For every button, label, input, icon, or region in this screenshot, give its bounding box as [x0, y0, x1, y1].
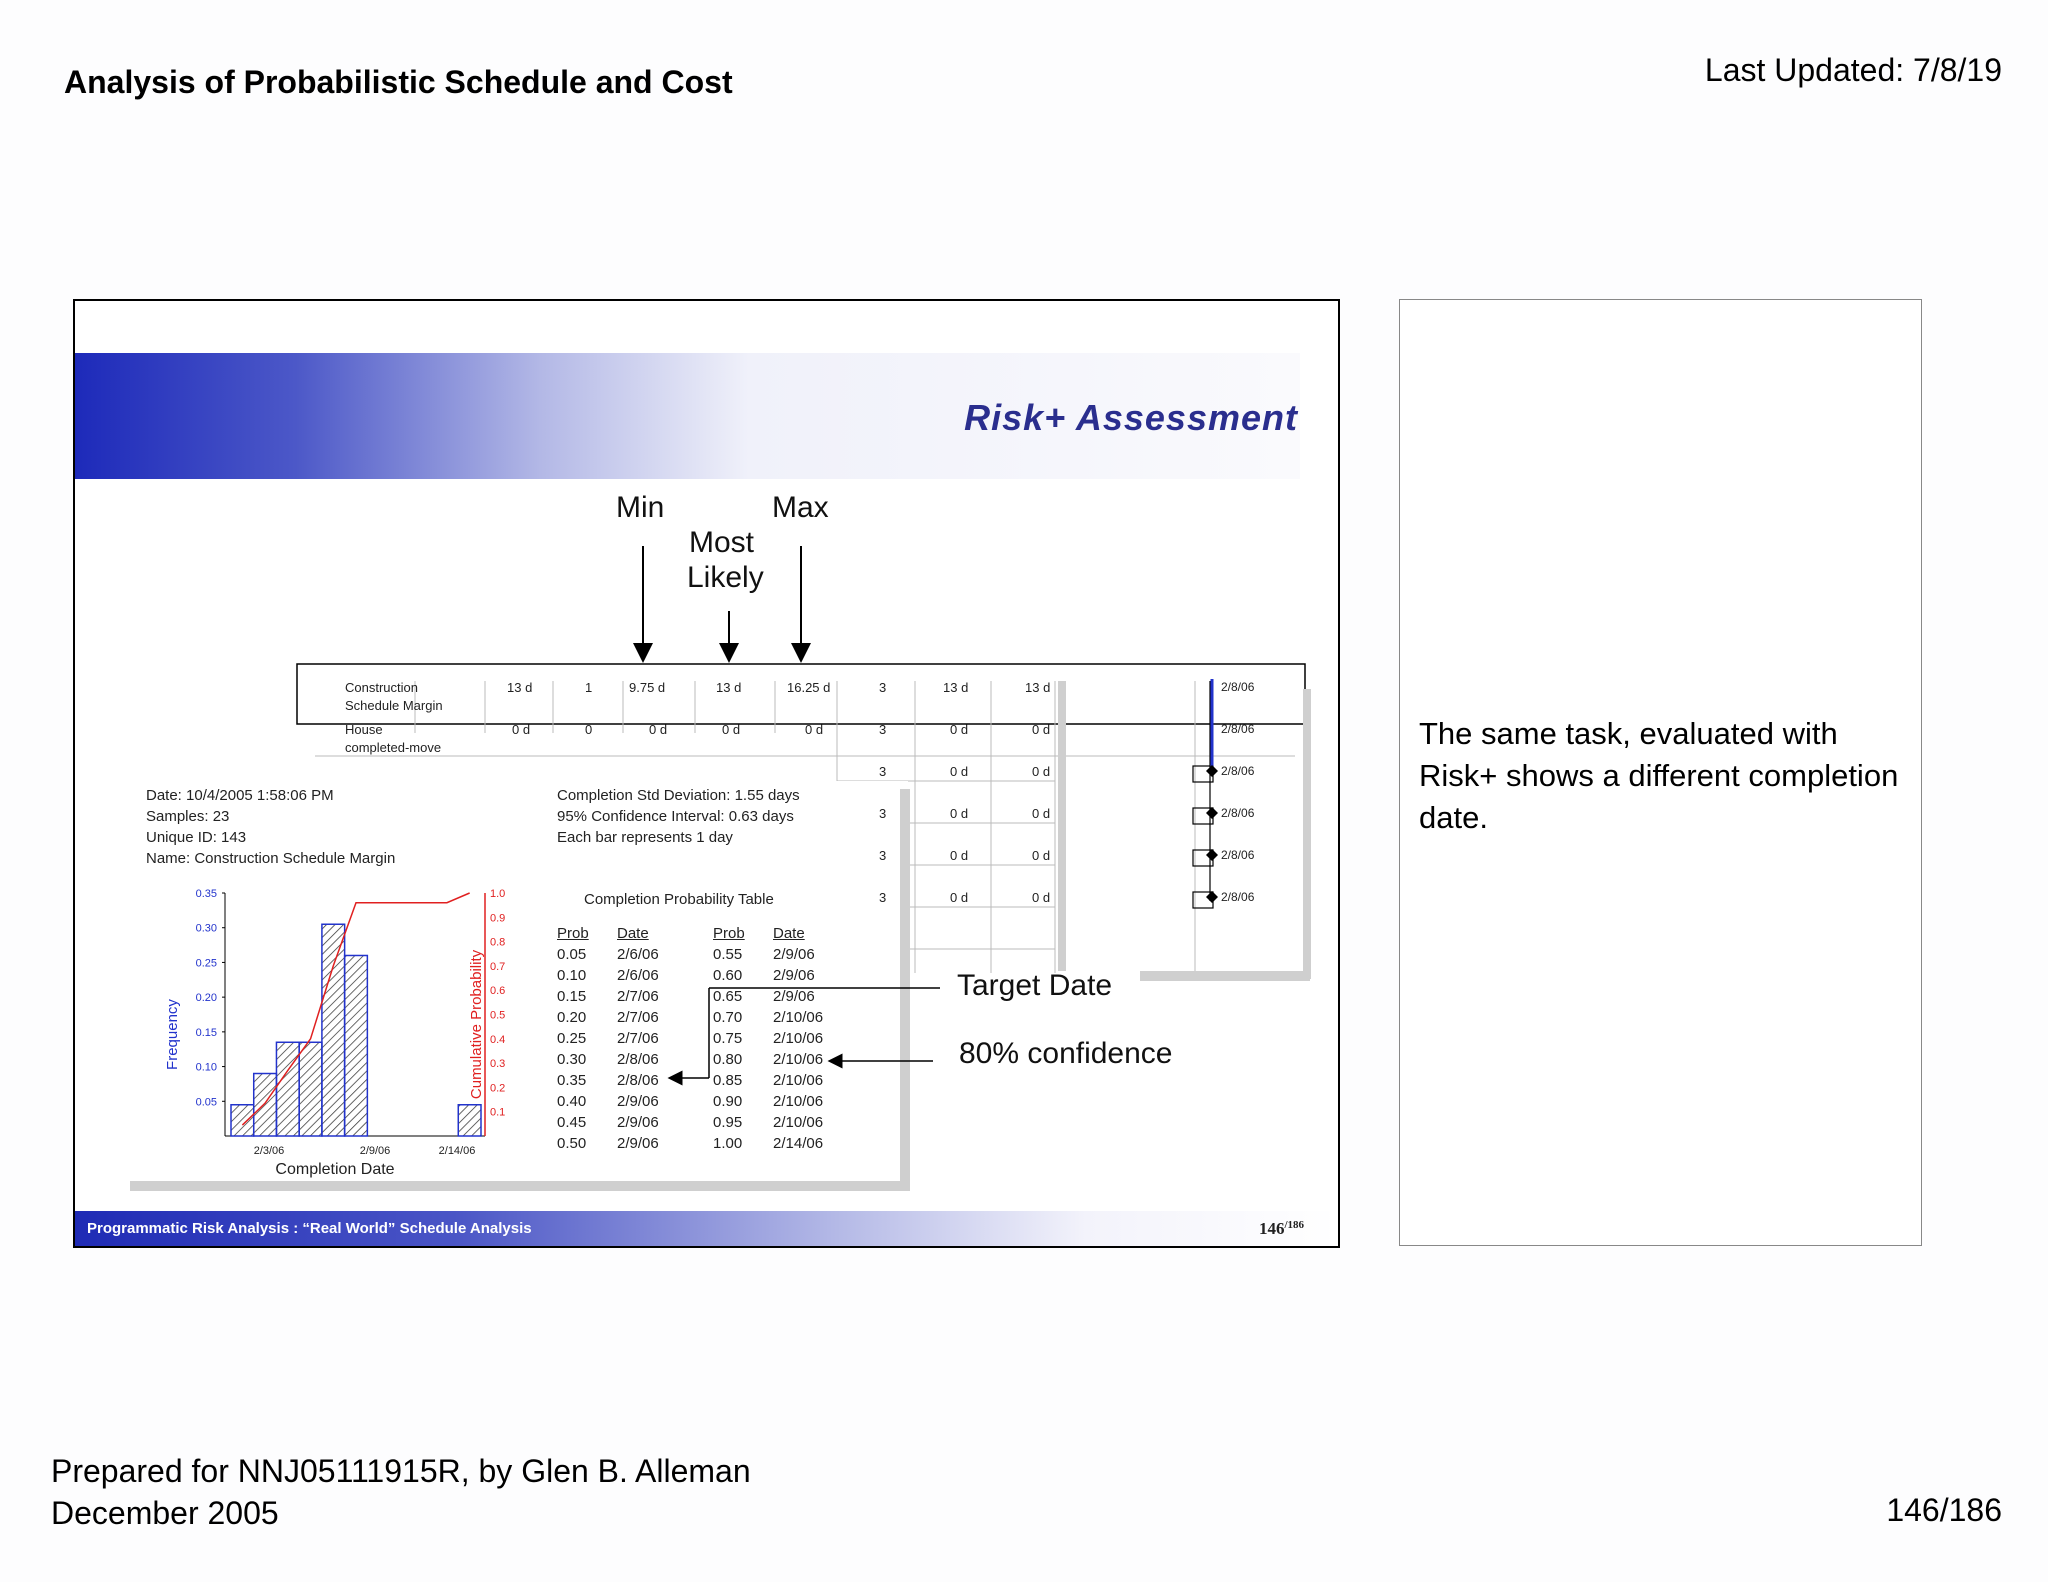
prob-table-cell: 0.10: [557, 967, 587, 984]
prob-table-cell: 2/10/06: [773, 1093, 824, 1110]
prob-table-cell: 0.30: [557, 1051, 587, 1068]
info-samples: Samples: 23: [146, 808, 230, 825]
cell: 0 d: [805, 722, 824, 737]
prob-table-cell: 0.80: [713, 1051, 743, 1068]
page-number: 146/186: [1886, 1492, 2002, 1528]
prob-table-cell: 2/10/06: [773, 1114, 824, 1131]
y2-tick-label: 0.7: [490, 960, 506, 973]
prob-table-cell: 2/7/06: [617, 988, 659, 1005]
last-updated: Last Updated: 7/8/19: [1704, 52, 2002, 88]
document-title: Analysis of Probabilistic Schedule and Cost: [64, 64, 733, 100]
cell: 3: [879, 764, 887, 779]
prob-table-cell: 0.60: [713, 967, 743, 984]
target-date-label: Target Date: [957, 969, 1113, 1002]
cell: 2/8/06: [1221, 890, 1255, 904]
cell: 16.25 d: [787, 680, 831, 695]
max-label: Max: [772, 491, 829, 524]
prob-table-cell: 0.05: [557, 946, 587, 963]
y-tick-label: 0.25: [195, 957, 217, 970]
cell: 9.75 d: [629, 680, 666, 695]
histogram-bar: [322, 924, 345, 1136]
prob-table-cell: 2/9/06: [617, 1093, 659, 1110]
prob-table-cell: 2/10/06: [773, 1030, 824, 1047]
prob-table-cell: 0.20: [557, 1009, 587, 1026]
info-std-dev: Completion Std Deviation: 1.55 days: [557, 787, 800, 804]
prob-table-header: Date: [773, 925, 805, 942]
prob-table-cell: 0.90: [713, 1093, 743, 1110]
cell: 0 d: [649, 722, 668, 737]
prob-table-cell: 2/9/06: [773, 967, 815, 984]
confidence-label: 80% confidence: [959, 1037, 1173, 1070]
prob-table-cell: 2/9/06: [617, 1135, 659, 1152]
prob-table-cell: 0.15: [557, 988, 587, 1005]
slide-image: [73, 299, 1340, 1248]
histogram-chart: [115, 881, 535, 1181]
min-label: Min: [616, 491, 665, 524]
x-tick-label: 2/9/06: [359, 1145, 391, 1157]
cell: 0 d: [950, 890, 969, 905]
prob-table-cell: 0.40: [557, 1093, 587, 1110]
cell: 13 d: [1025, 680, 1051, 695]
histogram-bar: [254, 1074, 277, 1136]
prepared-line1: Prepared for NNJ05111915R, by Glen B. Alleman: [51, 1453, 751, 1489]
cell: 0 d: [1032, 848, 1051, 863]
cell: 0 d: [950, 722, 969, 737]
prob-table-cell: 2/10/06: [773, 1051, 824, 1068]
y-axis-label: Frequency: [164, 999, 181, 1070]
y2-tick-label: 0.5: [490, 1009, 506, 1022]
y2-tick-label: 0.2: [490, 1082, 506, 1095]
histogram-bar: [276, 1042, 299, 1136]
notes-text: The same task, evaluated with Risk+ shows a different completion date.: [1419, 716, 1899, 835]
cell: 0 d: [950, 806, 969, 821]
prob-table-cell: 0.70: [713, 1009, 743, 1026]
y2-tick-label: 0.1: [490, 1106, 506, 1119]
prob-table-cell: 0.75: [713, 1030, 743, 1047]
slide-title: Risk+ Assessment: [964, 397, 1298, 438]
row-name: completed-move: [345, 740, 442, 755]
info-unique-id: Unique ID: 143: [146, 829, 247, 846]
y2-tick-label: 1.0: [490, 888, 506, 900]
most-label: Most: [689, 526, 755, 559]
prob-table-cell: 2/6/06: [617, 946, 659, 963]
prob-table-header: Date: [617, 925, 649, 942]
prob-table-cell: 0.50: [557, 1135, 587, 1152]
cell: 0 d: [1032, 722, 1051, 737]
cell: 2/8/06: [1221, 806, 1255, 820]
info-conf-int: 95% Confidence Interval: 0.63 days: [557, 808, 794, 825]
prob-table-cell: 2/10/06: [773, 1009, 824, 1026]
cell: 3: [879, 806, 887, 821]
x-axis-label: Completion Date: [275, 1161, 395, 1178]
prob-table-cell: 0.55: [713, 946, 743, 963]
row-name: Schedule Margin: [345, 698, 443, 713]
prob-table-cell: 0.45: [557, 1114, 587, 1131]
row-name: Construction: [345, 680, 418, 695]
info-bar-each: Each bar represents 1 day: [557, 829, 733, 846]
y2-tick-label: 0.9: [490, 912, 506, 925]
histogram-bar: [458, 1105, 481, 1136]
cell: 0 d: [1032, 764, 1051, 779]
prob-table-cell: 2/9/06: [773, 946, 815, 963]
x-tick-label: 2/14/06: [438, 1145, 476, 1157]
cell: 2/8/06: [1221, 764, 1255, 778]
y-tick-label: 0.30: [195, 922, 217, 935]
cell: 0 d: [1032, 806, 1051, 821]
y-tick-label: 0.35: [195, 888, 217, 900]
prob-table-cell: 0.35: [557, 1072, 587, 1089]
prob-table-cell: 2/8/06: [617, 1072, 659, 1089]
cell: 3: [879, 722, 887, 737]
y2-tick-label: 0.3: [490, 1058, 506, 1071]
slide-total: /186: [1284, 1219, 1304, 1231]
y2-axis-label: Cumulative Probability: [468, 949, 485, 1100]
prob-table-cell: 0.25: [557, 1030, 587, 1047]
cell: 0 d: [512, 722, 531, 737]
prob-table-cell: 2/8/06: [617, 1051, 659, 1068]
prob-table-cell: 2/7/06: [617, 1009, 659, 1026]
x-tick-label: 2/3/06: [253, 1145, 285, 1157]
cell: 13 d: [507, 680, 533, 695]
prob-table-cell: 0.85: [713, 1072, 743, 1089]
cell: 0 d: [950, 764, 969, 779]
row-name: House: [345, 722, 383, 737]
prob-table-cell: 0.65: [713, 988, 743, 1005]
y-tick-label: 0.20: [195, 992, 217, 1005]
cell: 3: [879, 890, 887, 905]
slide-page: 146: [1258, 1219, 1285, 1238]
cell: 13 d: [716, 680, 742, 695]
cell: 0: [585, 722, 593, 737]
cell: 0 d: [722, 722, 741, 737]
prob-table-cell: 0.95: [713, 1114, 743, 1131]
likely-label: Likely: [687, 561, 764, 594]
cell: 2/8/06: [1221, 722, 1255, 736]
histogram-bar: [231, 1105, 254, 1136]
y-tick-label: 0.15: [195, 1026, 217, 1039]
prob-table-cell: 2/10/06: [773, 1072, 824, 1089]
histogram-bar: [345, 955, 368, 1136]
histogram-bar: [299, 1042, 322, 1136]
y2-tick-label: 0.6: [490, 985, 506, 998]
prepared-for: [51, 1450, 751, 1534]
cell: 1: [585, 680, 593, 695]
info-date: Date: 10/4/2005 1:58:06 PM: [146, 787, 334, 804]
slide-footer-text: Programmatic Risk Analysis : “Real World” Schedule Analysis: [87, 1220, 532, 1237]
cell: 3: [879, 680, 887, 695]
y-tick-label: 0.05: [195, 1096, 217, 1109]
prob-table-header: Prob: [557, 925, 589, 942]
prob-table-cell: 2/6/06: [617, 967, 659, 984]
cell: 13 d: [943, 680, 969, 695]
prob-table-cell: 2/14/06: [773, 1135, 824, 1152]
prob-table-cell: 2/9/06: [617, 1114, 659, 1131]
y-tick-label: 0.10: [195, 1061, 217, 1074]
cell: 2/8/06: [1221, 680, 1255, 694]
prob-table-cell: 2/9/06: [773, 988, 815, 1005]
prob-table-title: Completion Probability Table: [584, 891, 774, 908]
info-name: Name: Construction Schedule Margin: [146, 850, 396, 867]
cell: 2/8/06: [1221, 848, 1255, 862]
cell: 3: [879, 848, 887, 863]
prob-table-cell: 2/7/06: [617, 1030, 659, 1047]
prepared-line2: December 2005: [51, 1495, 279, 1531]
slide-page-number: [1259, 1219, 1304, 1239]
cell: 0 d: [950, 848, 969, 863]
y2-tick-label: 0.4: [490, 1033, 506, 1046]
prob-table-header: Prob: [713, 925, 745, 942]
cell: 0 d: [1032, 890, 1051, 905]
notes-panel: [1399, 299, 1922, 1246]
y2-tick-label: 0.8: [490, 936, 506, 949]
prob-table-cell: 1.00: [713, 1135, 743, 1152]
